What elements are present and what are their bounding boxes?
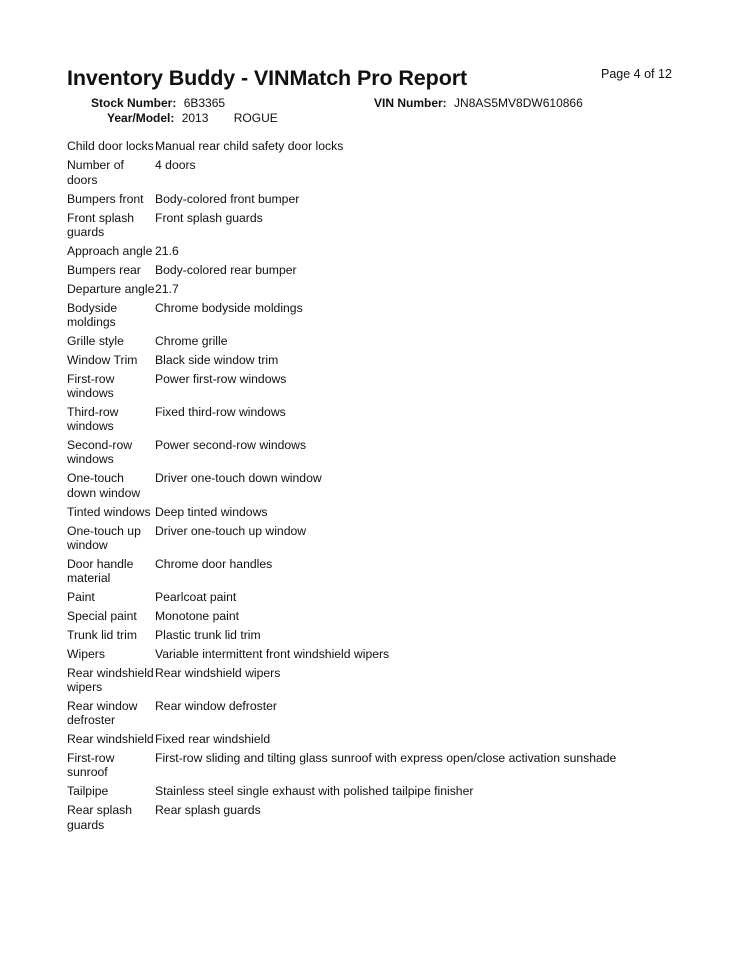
year-value: 2013 <box>181 111 209 125</box>
vin-number-label: VIN Number: <box>374 96 447 110</box>
table-row <box>67 782 707 801</box>
spec-value: Chrome bodyside moldings <box>155 300 303 315</box>
table-row <box>67 350 707 369</box>
spec-value: Fixed third-row windows <box>155 405 286 420</box>
spec-value: Rear windshield wipers <box>155 665 281 680</box>
spec-label: Rear window defroster <box>67 699 138 728</box>
spec-value: Black side window trim <box>155 352 279 367</box>
spec-label: Tailpipe <box>67 784 109 799</box>
spec-value: 4 doors <box>155 158 196 173</box>
table-row <box>67 331 707 350</box>
spec-label: One-touch up window <box>67 523 141 552</box>
vin-number-value: JN8AS5MV8DW610866 <box>454 96 583 110</box>
spec-label: Rear windshield <box>67 732 154 747</box>
spec-label: Window Trim <box>67 352 138 367</box>
spec-value: Stainless steel single exhaust with polished tailpipe finisher <box>155 784 474 799</box>
table-row <box>67 403 707 436</box>
table-row <box>67 189 707 208</box>
spec-value: Plastic trunk lid trim <box>155 627 261 642</box>
model-value: ROGUE <box>233 111 278 125</box>
spec-label: One-touch down window <box>67 471 141 500</box>
spec-value: Power second-row windows <box>155 438 307 453</box>
table-row <box>67 730 707 749</box>
spec-label: Front splash guards <box>67 210 135 239</box>
spec-value: Power first-row windows <box>155 371 287 386</box>
table-row <box>67 260 707 279</box>
table-row <box>67 369 707 402</box>
spec-label: Trunk lid trim <box>67 627 137 642</box>
table-row <box>67 554 707 587</box>
spec-value: Rear window defroster <box>155 699 277 714</box>
stock-number-value: 6B3365 <box>183 96 226 110</box>
page-number: Page 4 of 12 <box>601 67 672 81</box>
spec-value: Rear splash guards <box>155 803 261 818</box>
table-row <box>67 279 707 298</box>
table-row <box>67 502 707 521</box>
table-row <box>67 749 707 782</box>
spec-value: Body-colored rear bumper <box>155 262 297 277</box>
spec-label: Grille style <box>67 333 124 348</box>
spec-value: Deep tinted windows <box>155 504 268 519</box>
table-row <box>67 137 707 156</box>
report-title: Inventory Buddy - VINMatch Pro Report <box>67 66 468 90</box>
spec-label: Special paint <box>67 608 137 623</box>
spec-label: Bumpers front <box>67 191 144 206</box>
year-model-label: Year/Model: <box>107 111 175 125</box>
table-row <box>67 208 707 241</box>
spec-value: Monotone paint <box>155 608 240 623</box>
spec-value: Chrome grille <box>155 333 228 348</box>
spec-label: Child door locks <box>67 139 154 154</box>
spec-value: Chrome door handles <box>155 556 273 571</box>
spec-label: Departure angle <box>67 281 155 296</box>
table-row <box>67 469 707 502</box>
spec-value: Front splash guards <box>155 210 263 225</box>
spec-label: Rear splash guards <box>67 803 133 832</box>
spec-label: Rear windshield wipers <box>67 665 154 695</box>
table-row <box>67 298 707 331</box>
table-row <box>67 588 707 607</box>
spec-value: Body-colored front bumper <box>155 191 300 206</box>
table-row <box>67 664 707 697</box>
table-row <box>67 607 707 626</box>
table-row <box>67 241 707 260</box>
spec-label: Paint <box>67 589 95 604</box>
spec-label: First-row sunroof <box>67 751 115 780</box>
spec-label: First-row windows <box>67 371 115 401</box>
table-row <box>67 801 707 834</box>
spec-label: Wipers <box>67 646 105 661</box>
table-row <box>67 626 707 645</box>
spec-label: Second-row windows <box>67 438 133 467</box>
spec-value: Variable intermittent front windshield wipers <box>155 646 390 661</box>
table-row <box>67 697 707 730</box>
table-row <box>67 521 707 554</box>
spec-value: 21.6 <box>155 243 179 258</box>
spec-label: Number of doors <box>67 158 124 187</box>
spec-label: Bumpers rear <box>67 262 141 277</box>
spec-value: Pearlcoat paint <box>155 589 237 604</box>
table-row <box>67 156 707 189</box>
spec-value: Driver one-touch down window <box>155 471 322 486</box>
spec-label: Approach angle <box>67 243 153 258</box>
spec-value: Driver one-touch up window <box>155 523 307 538</box>
spec-label: Door handle material <box>67 556 134 585</box>
spec-label: Bodyside moldings <box>67 300 118 329</box>
table-row <box>67 645 707 664</box>
spec-label: Tinted windows <box>67 504 151 519</box>
spec-value: 21.7 <box>155 281 179 296</box>
stock-number-label: Stock Number: <box>91 96 177 110</box>
spec-label: Third-row windows <box>67 405 119 434</box>
spec-value: First-row sliding and tilting glass sunroof with express open/close activation sunshade <box>155 751 617 766</box>
spec-table <box>67 137 707 834</box>
spec-value: Fixed rear windshield <box>155 732 271 747</box>
spec-value: Manual rear child safety door locks <box>155 139 344 154</box>
table-row <box>67 436 707 469</box>
